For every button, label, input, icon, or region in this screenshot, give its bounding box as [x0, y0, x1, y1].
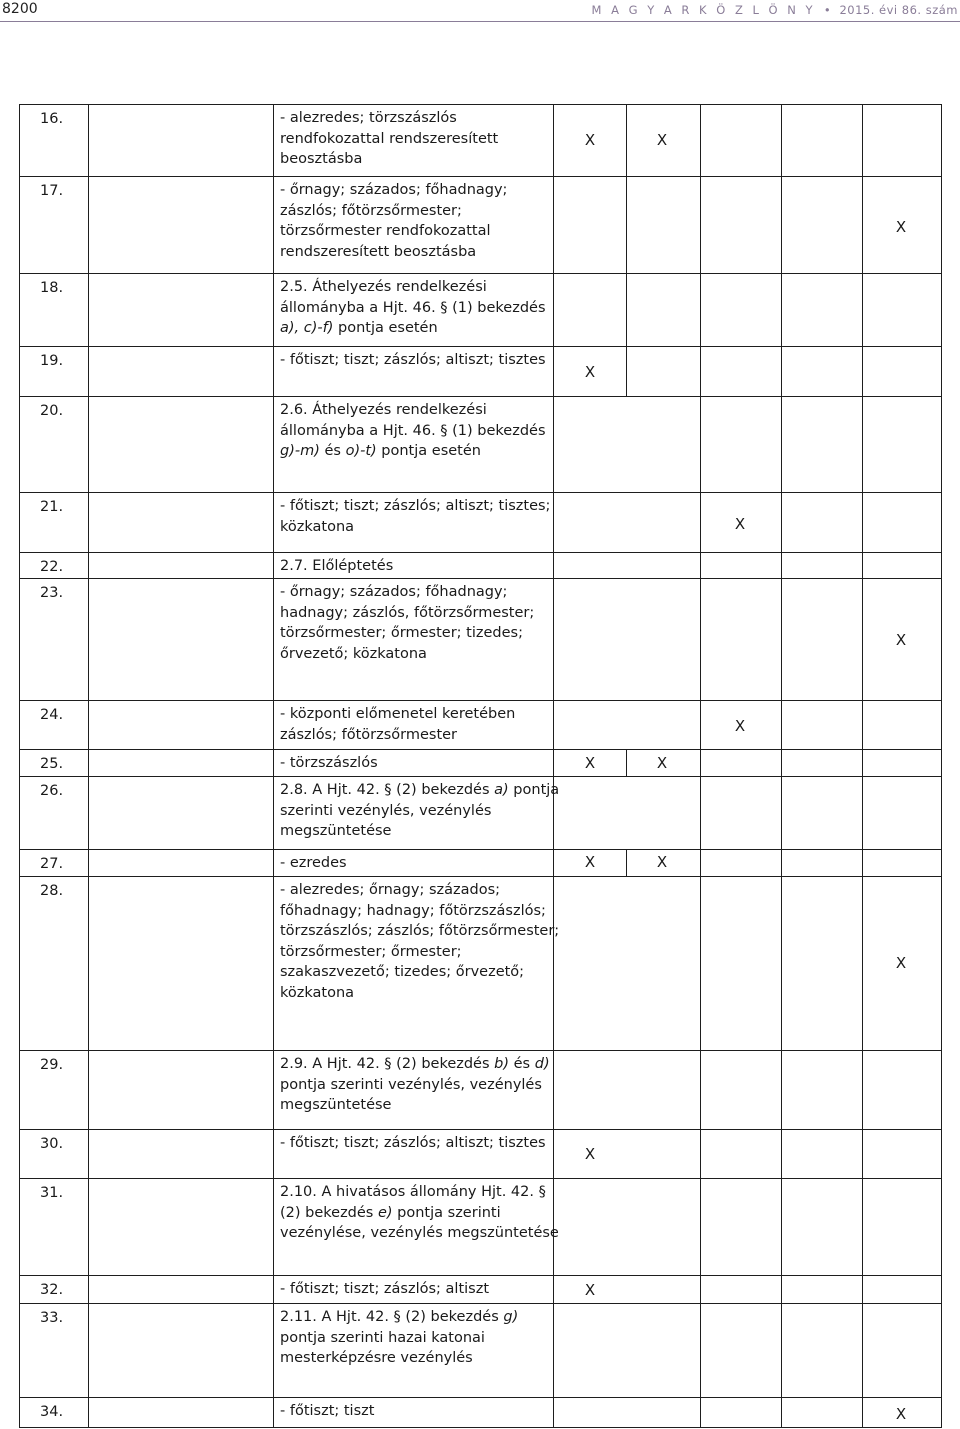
x-mark: X [584, 363, 596, 381]
row-divider [19, 346, 942, 347]
col-divider [781, 492, 782, 552]
row-number: 25. [40, 756, 64, 772]
x-mark: X [584, 754, 596, 772]
row-divider [19, 1275, 942, 1276]
table-right-border [941, 104, 942, 1427]
x-mark: X [895, 631, 907, 649]
row-divider [19, 700, 942, 701]
x-mark: X [584, 131, 596, 149]
row-number: 23. [40, 585, 64, 601]
row-number: 18. [40, 280, 64, 296]
row-divider [19, 1178, 942, 1179]
row-number: 20. [40, 403, 64, 419]
x-mark: X [584, 1281, 596, 1299]
row-description: - ezredes [280, 855, 347, 871]
row-divider [19, 1303, 942, 1304]
row-divider [19, 1129, 942, 1130]
row-number: 28. [40, 883, 64, 899]
row-divider [19, 876, 942, 877]
col-divider [700, 104, 701, 1427]
row-description: - főtiszt; tiszt; zászlós; altiszt; tisztes [280, 352, 546, 368]
row-number: 22. [40, 559, 64, 575]
row-number: 33. [40, 1310, 64, 1326]
page-number: 8200 [2, 1, 38, 17]
x-mark: X [895, 218, 907, 236]
col-divider [862, 552, 863, 700]
row-divider [19, 1397, 942, 1398]
col-divider [862, 749, 863, 1427]
row-description: - alezredes; törzszászlós rendfokozattal rendszeresített beosztásba [280, 110, 499, 167]
table-left-border [19, 104, 20, 1427]
row-number: 29. [40, 1057, 64, 1073]
row-number: 19. [40, 353, 64, 369]
col-divider [781, 104, 782, 492]
row-number: 26. [40, 783, 64, 799]
col-divider [273, 104, 274, 1427]
x-mark: X [734, 515, 746, 533]
row-description: - őrnagy; százados; főhadnagy; hadnagy; zászlós, főtörzsőrmester; törzsőrmester; őrmester; tizedes; őrvezető; közkatona [280, 584, 535, 662]
col-divider [626, 749, 627, 776]
row-number: 34. [40, 1404, 64, 1420]
row-description: - központi előmenetel keretében zászlós; főtörzsőrmester [280, 706, 516, 743]
row-number: 27. [40, 856, 64, 872]
row-number: 31. [40, 1185, 64, 1201]
x-mark: X [656, 853, 668, 871]
row-number: 16. [40, 111, 64, 127]
x-mark: X [656, 131, 668, 149]
col-divider [862, 492, 863, 552]
row-divider [19, 1050, 942, 1051]
row-divider [19, 273, 942, 274]
row-description: - őrnagy; százados; főhadnagy; zászlós; főtörzsőrmester; törzsőrmester rendfokozattal rendszeresített beosztásba [280, 182, 508, 260]
row-divider [19, 492, 942, 493]
row-number: 17. [40, 183, 64, 199]
row-description: 2.9. A Hjt. 42. § (2) bekezdés b) és d) pontja szerinti vezénylés, vezénylés megszüntetése [280, 1056, 550, 1113]
row-description: - alezredes; őrnagy; százados; főhadnagy; hadnagy; főtörzszászlós; törzszászlós; zászlós; főtörzsőrmester; törzsőrmester; őrmester; szakaszvezető; tizedes; őrvezető; közkatona [280, 882, 560, 1001]
row-description: 2.7. Előléptetés [280, 558, 394, 574]
row-description: - főtiszt; tiszt [280, 1403, 375, 1419]
x-mark: X [584, 1145, 596, 1163]
title-bullet: • [823, 3, 832, 17]
row-divider [19, 176, 942, 177]
col-divider [781, 552, 782, 700]
row-divider [19, 552, 942, 553]
row-divider [19, 849, 942, 850]
col-divider [626, 104, 627, 396]
col-divider [626, 849, 627, 876]
row-divider [19, 1427, 942, 1428]
row-description: 2.11. A Hjt. 42. § (2) bekezdés g) pontja szerinti hazai katonai mesterképzésre vezénylés [280, 1309, 519, 1366]
row-divider [19, 396, 942, 397]
row-description: 2.5. Áthelyezés rendelkezési állományba a Hjt. 46. § (1) bekezdés a), c)-f) pontja esetén [280, 279, 546, 336]
row-description: 2.10. A hivatásos állomány Hjt. 42. § (2) bekezdés e) pontja szerinti vezénylése, vezénylés megszüntetése [280, 1184, 559, 1241]
x-mark: X [656, 754, 668, 772]
col-divider [862, 104, 863, 492]
row-description: 2.8. A Hjt. 42. § (2) bekezdés a) pontja szerinti vezénylés, vezénylés megszüntetése [280, 782, 560, 839]
x-mark: X [584, 853, 596, 871]
x-mark: X [895, 954, 907, 972]
issue-label: 2015. évi 86. szám [839, 3, 958, 17]
row-description: 2.6. Áthelyezés rendelkezési állományba a Hjt. 46. § (1) bekezdés g)-m) és o)-t) pontja esetén [280, 402, 546, 459]
col-divider [862, 700, 863, 749]
row-divider [19, 776, 942, 777]
row-description: - főtiszt; tiszt; zászlós; altiszt; tisztes; közkatona [280, 498, 551, 535]
row-number: 24. [40, 707, 64, 723]
row-description: - főtiszt; tiszt; zászlós; altiszt; tisztes [280, 1135, 546, 1151]
table-top-border [19, 104, 942, 105]
row-number: 21. [40, 499, 64, 515]
journal-title: M A G Y A R K Ö Z L Ö N Y [591, 3, 816, 17]
x-mark: X [734, 717, 746, 735]
col-divider [781, 700, 782, 749]
row-description: - törzszászlós [280, 755, 378, 771]
row-divider [19, 749, 942, 750]
row-divider [19, 578, 942, 579]
col-divider [781, 749, 782, 1427]
row-number: 30. [40, 1136, 64, 1152]
row-number: 32. [40, 1282, 64, 1298]
row-description: - főtiszt; tiszt; zászlós; altiszt [280, 1281, 490, 1297]
x-mark: X [895, 1405, 907, 1423]
col-divider [88, 104, 89, 1427]
